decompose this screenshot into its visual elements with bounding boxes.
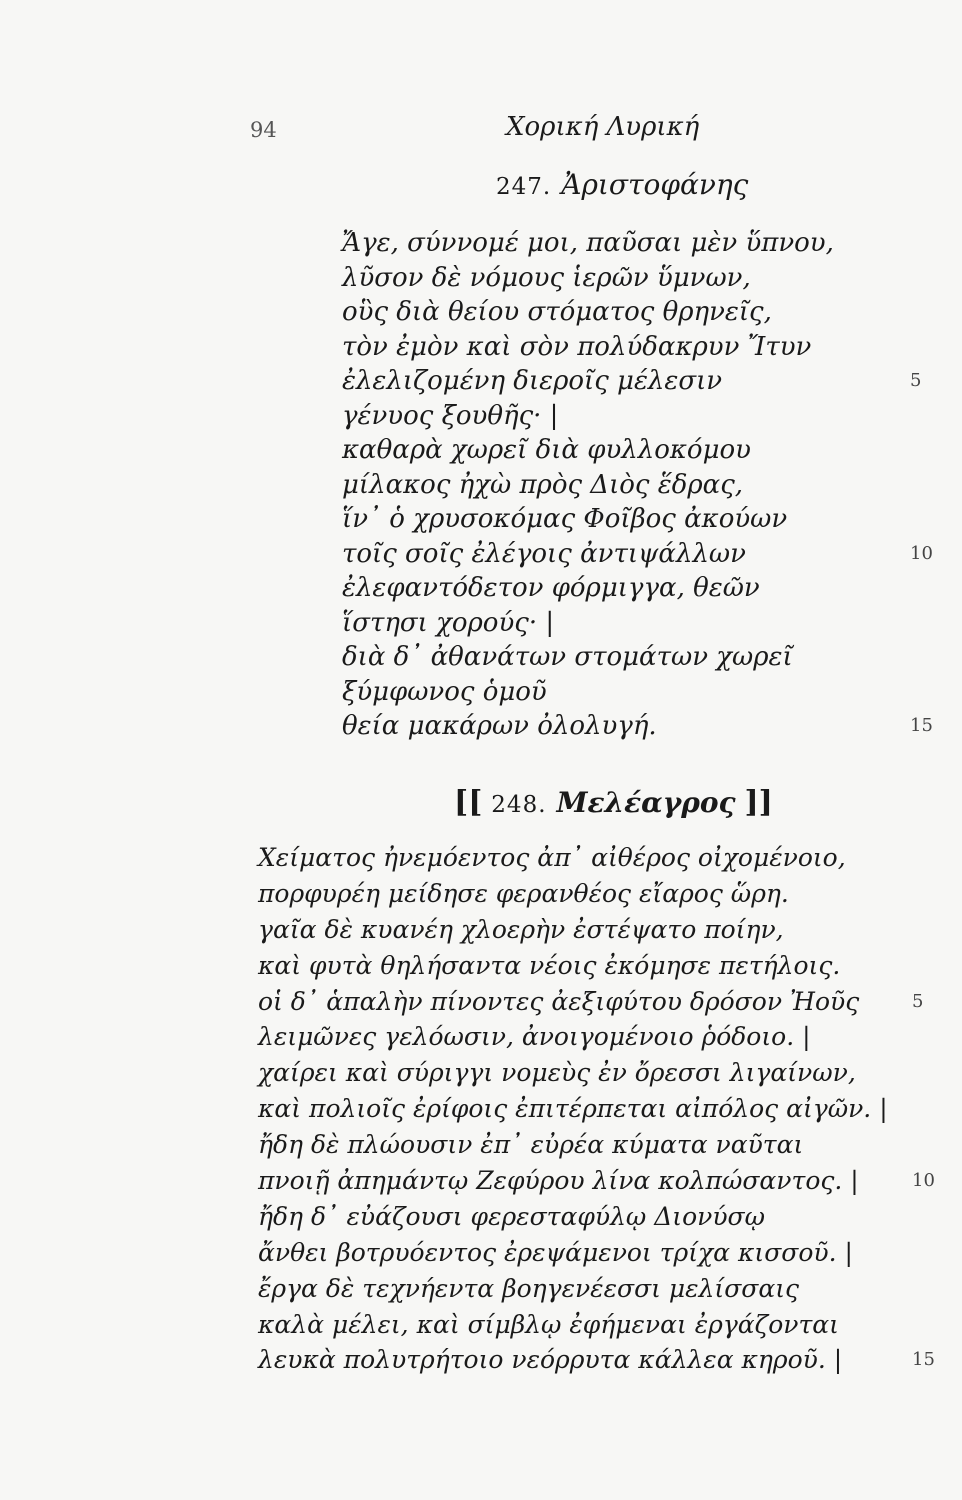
verse-line [0, 840, 962, 876]
poem-247-lines [0, 226, 962, 744]
verse-line [0, 912, 962, 948]
verse-line [0, 876, 962, 912]
poem-248-open-bracket: [[ [454, 785, 483, 820]
running-head [0, 108, 962, 148]
verse-text: οὓς διὰ θείου στόματος θρηνεῖς, [342, 297, 772, 327]
verse-text: λῦσον δὲ νόμους ἱερῶν ὕμνων, [342, 262, 751, 293]
verse-text: Ἄγε, σύννομέ μοι, παῦσαι μὲν ὕπνου, [342, 228, 834, 258]
verse-line [0, 468, 962, 503]
verse-line [0, 261, 962, 296]
verse-text: οἱ δ᾽ ἁπαλὴν πίνοντες ἀεξιφύτου δρόσον Ἠοῦς [258, 986, 860, 1016]
verse-text: καθαρὰ χωρεῖ διὰ φυλλοκόμου [342, 435, 751, 465]
line-number: 15 [912, 1349, 935, 1371]
poem-247-heading [496, 168, 748, 201]
poem-248-heading [454, 785, 773, 820]
verse-text: ἐλεφαντόδετον φόρμιγγα, θεῶν [342, 573, 760, 603]
verse-text: λευκὰ πολυτρήτοιο νεόρρυτα κάλλεα κηροῦ. | [258, 1345, 843, 1375]
verse-line [0, 571, 962, 606]
poem-248-author: Μελέαγρος [556, 786, 736, 819]
verse-line [0, 537, 962, 572]
poem-247-number: 247. [496, 174, 552, 200]
verse-line [0, 1055, 962, 1091]
verse-line [0, 1127, 962, 1163]
line-number: 5 [912, 990, 924, 1012]
poem-248-lines [0, 840, 962, 1378]
verse-line [0, 1271, 962, 1307]
verse-line [0, 606, 962, 641]
verse-text: πορφυρέη μείδησε φερανθέος εἴαρος ὥρη. [258, 878, 789, 908]
verse-text: λειμῶνες γελόωσιν, ἀνοιγομένοιο ῥόδοιο. | [258, 1022, 811, 1052]
running-title: Χορική Λυρική [506, 112, 700, 142]
verse-line [0, 709, 962, 744]
verse-line [0, 295, 962, 330]
line-number: 10 [912, 1170, 935, 1192]
verse-text: διὰ δ᾽ ἀθανάτων στομάτων χωρεῖ [342, 642, 793, 672]
poem-247-author: Ἀριστοφάνης [561, 168, 749, 201]
verse-line [0, 502, 962, 537]
verse-text: ἤδη δ᾽ εὐάζουσι φερεσταφύλῳ Διονύσῳ [258, 1201, 766, 1231]
verse-text: τὸν ἐμὸν καὶ σὸν πολύδακρυν Ἴτυν [342, 331, 812, 362]
verse-line [0, 675, 962, 710]
verse-text: χαίρει καὶ σύριγγι νομεὺς ἐν ὄρεσσι λιγαίνων, [258, 1058, 856, 1088]
poem-248-close-bracket: ]] [744, 785, 773, 820]
verse-line [0, 399, 962, 434]
verse-text: πνοιῇ ἀπημάντῳ Ζεφύρου λίνα κολπώσαντος. | [258, 1166, 859, 1196]
verse-line [0, 1091, 962, 1127]
verse-text: Χείματος ἠνεμόεντος ἀπ᾽ αἰθέρος οἰχομένοιο, [258, 843, 846, 872]
verse-text: γένυος ξουθῆς· | [342, 400, 559, 431]
verse-text: τοῖς σοῖς ἐλέγοις ἀντιψάλλων [342, 538, 746, 569]
verse-line [0, 433, 962, 468]
verse-text: γαῖα δὲ κυανέη χλοερὴν ἐστέψατο ποίην, [258, 914, 784, 944]
verse-line [0, 1342, 962, 1378]
verse-line [0, 364, 962, 399]
verse-line [0, 948, 962, 984]
verse-text: ἔργα δὲ τεχνήεντα βοηγενέεσσι μελίσσαις [258, 1273, 800, 1303]
page-number: 94 [250, 118, 277, 142]
line-number: 15 [910, 715, 933, 736]
verse-line [0, 1235, 962, 1271]
verse-text: ἐλελιζομένη διεροῖς μέλεσιν [342, 366, 723, 396]
verse-text: ἤδη δὲ πλώουσιν ἐπ᾽ εὐρέα κύματα ναῦται [258, 1130, 804, 1160]
verse-text: ἄνθει βοτρυόεντος ἐρεψάμενοι τρίχα κισσοῦ. | [258, 1237, 853, 1267]
verse-text: καλὰ μέλει, καὶ σίμβλῳ ἐφήμεναι ἐργάζονται [258, 1309, 839, 1339]
line-number: 10 [910, 542, 933, 564]
verse-text: ξύμφωνος ὁμοῦ [342, 676, 547, 707]
verse-line [0, 226, 962, 261]
verse-text: θεία μακάρων ὀλολυγή. [342, 711, 657, 741]
verse-line [0, 1199, 962, 1235]
verse-text: καὶ φυτὰ θηλήσαντα νέοις ἐκόμησε πετήλοις. [258, 950, 841, 980]
verse-line [0, 640, 962, 675]
verse-line [0, 330, 962, 365]
verse-line [0, 984, 962, 1020]
verse-text: ἵστησι χορούς· | [342, 607, 555, 638]
verse-text: καὶ πολιοῖς ἐρίφοις ἐπιτέρπεται αἰπόλος αἰγῶν. | [258, 1094, 888, 1124]
verse-text: ἵν᾽ ὁ χρυσοκόμας Φοῖβος ἀκούων [342, 504, 788, 534]
verse-line [0, 1307, 962, 1343]
verse-text: μίλακος ἠχὼ πρὸς Διὸς ἕδρας, [342, 469, 744, 500]
line-number: 5 [910, 370, 922, 391]
verse-line [0, 1019, 962, 1055]
verse-line [0, 1163, 962, 1199]
poem-248-number: 248. [491, 792, 547, 818]
